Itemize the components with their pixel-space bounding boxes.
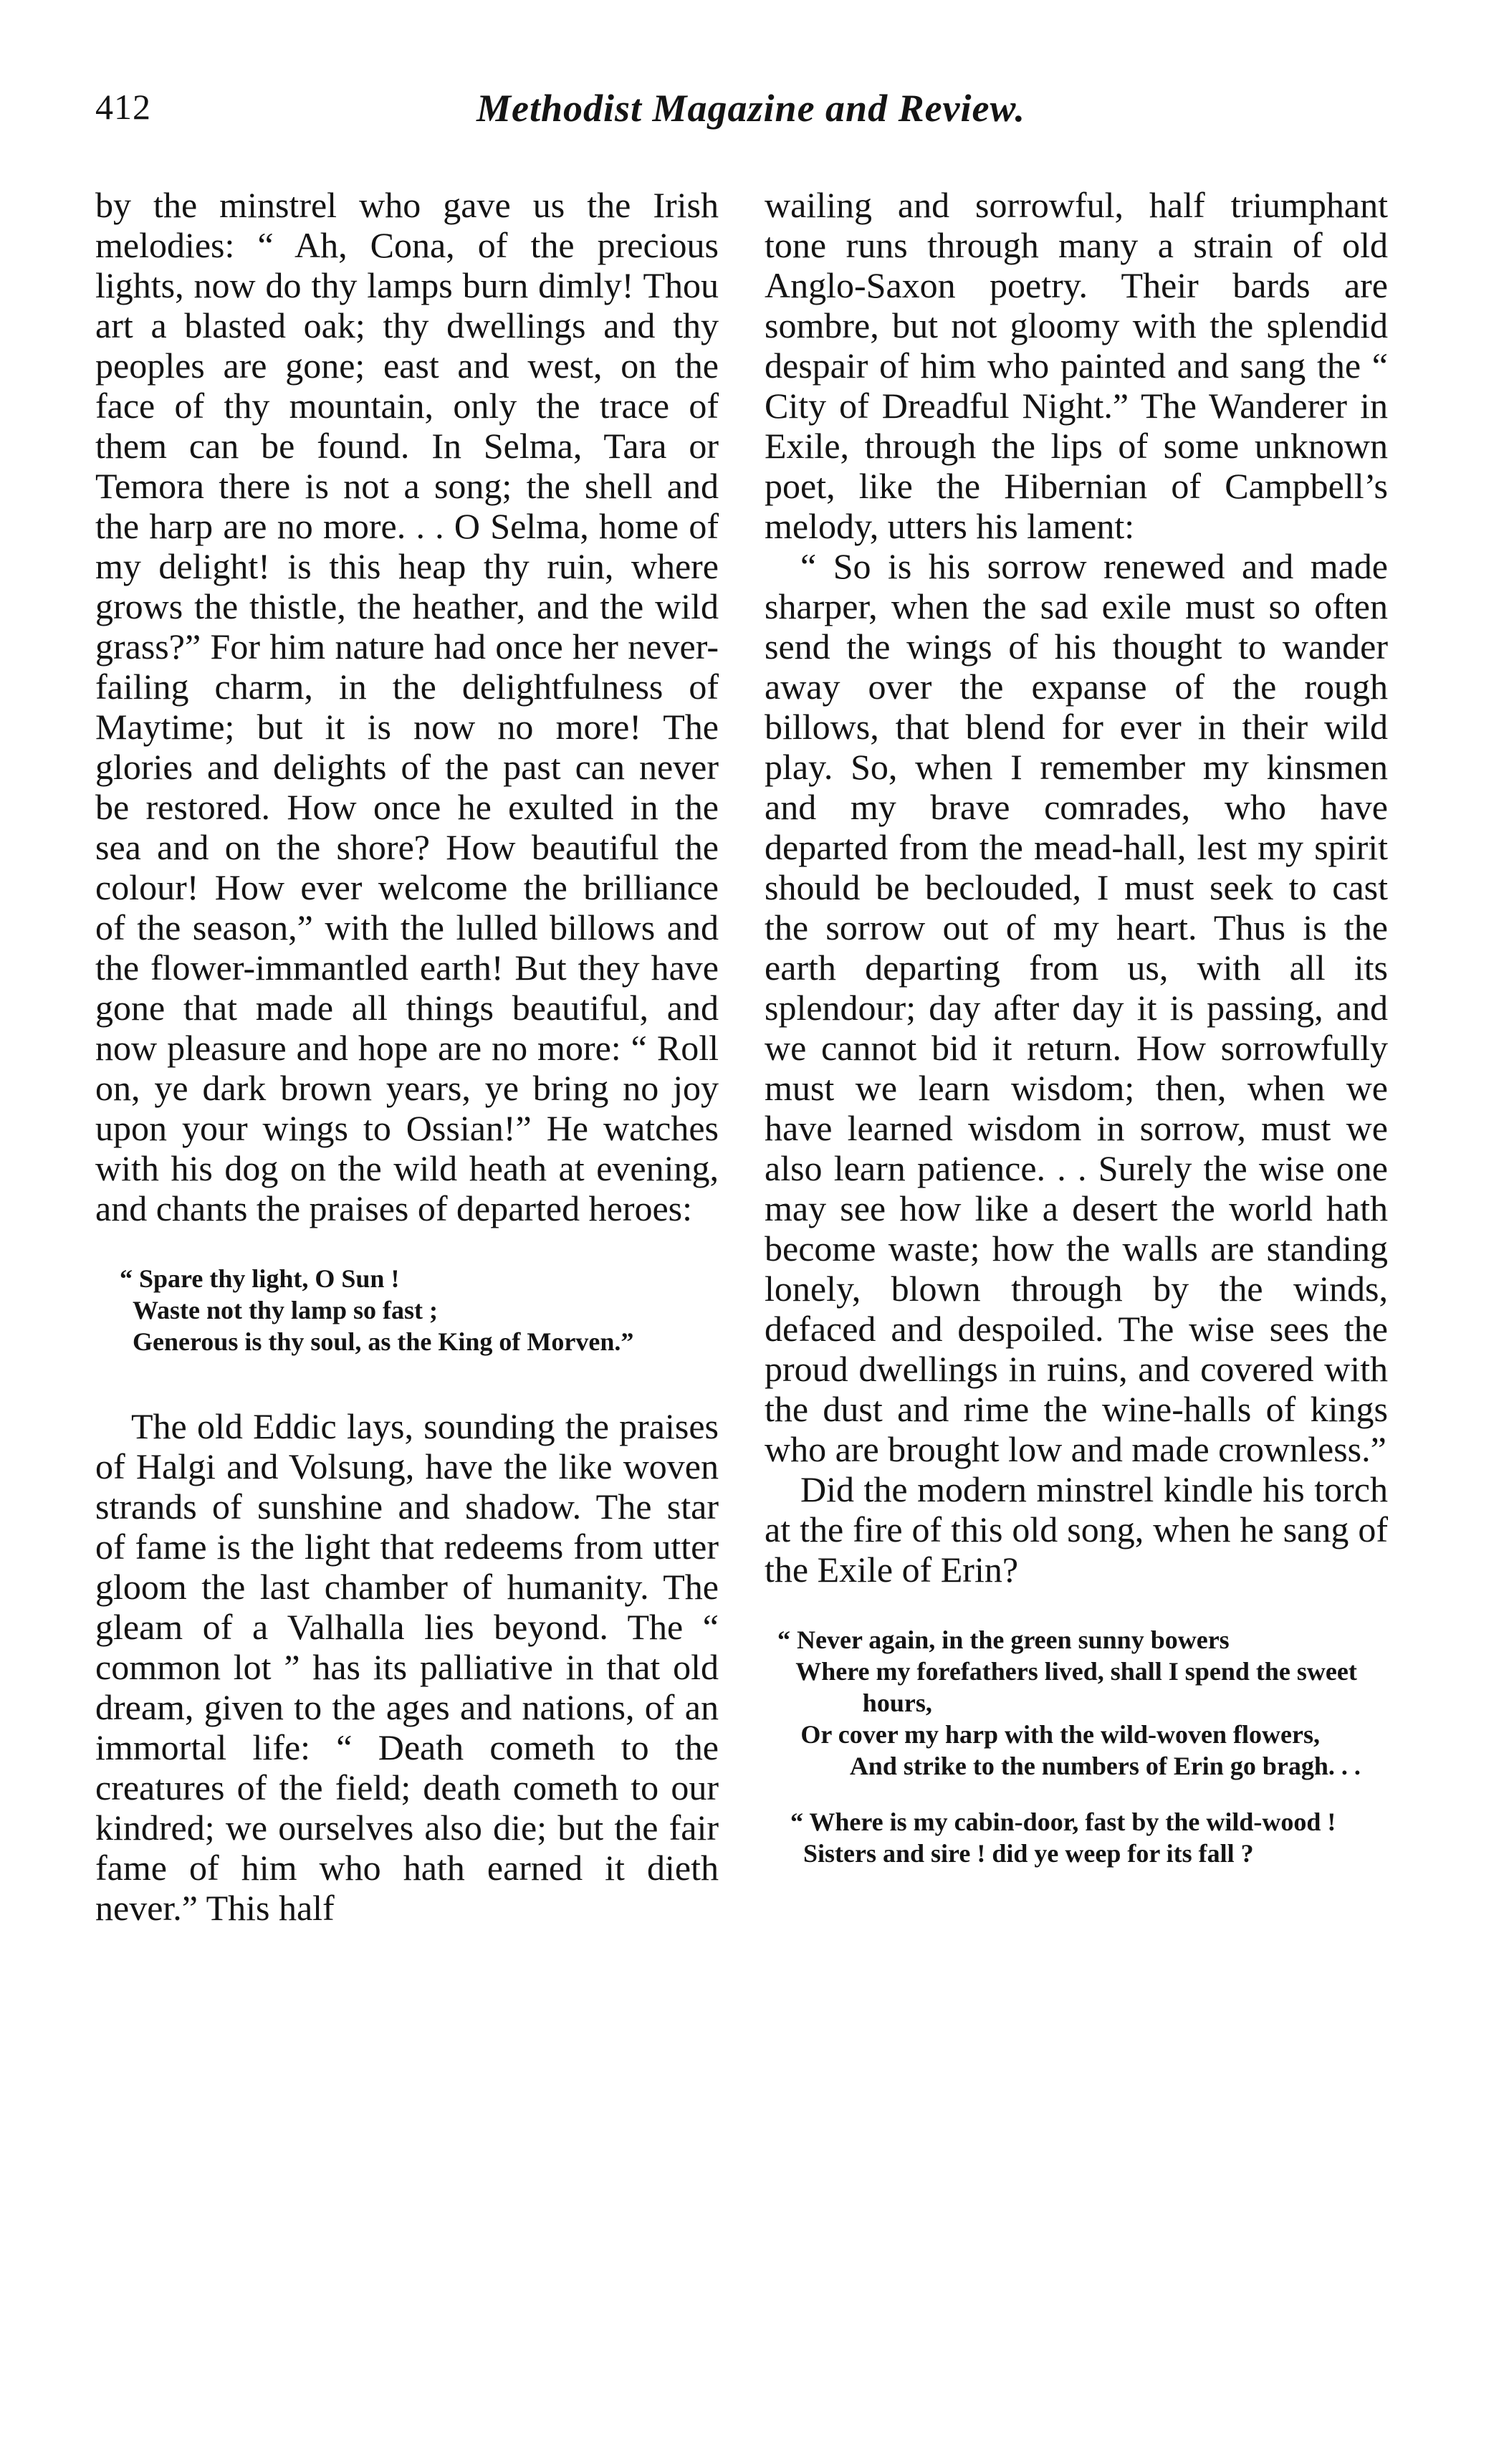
- verse-line: Waste not thy lamp so fast ;: [133, 1296, 439, 1324]
- verse-line: Sisters and sire ! did ye weep for its fall ?: [803, 1839, 1254, 1868]
- running-title: Methodist Magazine and Review.: [476, 87, 1026, 130]
- right-column: [765, 185, 1388, 1869]
- verse-line: And strike to the numbers of Erin go bragh. . .: [849, 1752, 1361, 1780]
- verse-line: “ Where is my cabin-door, fast by the wild-wood !: [790, 1808, 1336, 1836]
- verse-line: “ Spare thy light, O Sun !: [120, 1264, 400, 1293]
- page-number: 412: [95, 87, 151, 127]
- paragraph: by the minstrel who gave us the Irish melodies: “ Ah, Cona, of the precious lights, now do thy lamps burn dimly! Thou art a blasted oak; thy dwellings and thy peoples are gone; east and west, on the face of thy mountain, only the trace of them can be found. In Selma, Tara or Temora there is not a song; the shell and the harp are no more. . . O Selma, home of my delight! is this heap thy ruin, where grows the thistle, the heather, and the wild grass?” For him nature had once her never-failing charm, in the delightfulness of Maytime; but it is now no more! The glories and delights of the past can never be restored. How once he exulted in the sea and on the shore? How beautiful the colour! How ever welcome the brilliance of the season,” with the lulled billows and the flower-immantled earth! But they have gone that made all things beautiful, and now pleasure and hope are no more: “ Roll on, ye dark brown years, ye bring no joy upon your wings to Ossian!” He watches with his dog on the wild heath at evening, and chants the praises of departed heroes:: [95, 185, 719, 1228]
- verse-line: “ Never again, in the green sunny bowers: [777, 1625, 1230, 1654]
- paragraph: The old Eddic lays, sounding the praises of Halgi and Volsung, have the like woven strands of sunshine and shadow. The star of fame is the light that redeems from utter gloom the last chamber of humanity. The gleam of a Valhalla lies beyond. The “ common lot ” has its palliative in that old dream, given to the ages and nations, of an immortal life: “ Death cometh to the creatures of the field; death cometh to our kindred; we ourselves also die; but the fair fame of him who hath earned it dieth never.” This half: [95, 1406, 719, 1928]
- left-column: [95, 185, 719, 1928]
- page-header: [95, 86, 1407, 151]
- verse-quote: [777, 1624, 1388, 1782]
- verse-line: Or cover my harp with the wild-woven flowers,: [800, 1720, 1320, 1749]
- paragraph: wailing and sorrowful, half triumphant tone runs through many a strain of old Anglo-Saxon poetry. Their bards are sombre, but not gloomy with the splendid despair of him who painted and sang the “ City of Dreadful Night.” The Wanderer in Exile, through the lips of some unknown poet, like the Hibernian of Campbell’s melody, utters his lament:: [765, 185, 1388, 546]
- verse-quote: [120, 1263, 719, 1357]
- paragraph: Did the modern minstrel kindle his torch at the fire of this old song, when he sang of the Exile of Erin?: [765, 1469, 1388, 1590]
- verse-line: Generous is thy soul, as the King of Morven.”: [133, 1327, 634, 1356]
- verse-quote: [777, 1806, 1388, 1869]
- paragraph: “ So is his sorrow renewed and made sharper, when the sad exile must so often send the wings of his thought to wander away over the expanse of the rough billows, that blend for ever in their wild play. So, when I remember my kinsmen and my brave comrades, who have departed from the mead-hall, lest my spirit should be beclouded, I must seek to cast the sorrow out of my heart. Thus is the earth departing from us, with all its splendour; day after day it is passing, and we cannot bid it return. How sorrowfully must we learn wisdom; then, when we have learned wisdom in sorrow, must we also learn patience. . . Surely the wise one may see how like a desert the world hath become waste; how the walls are standing lonely, blown through by the winds, defaced and despoiled. The wise sees the proud dwellings in ruins, and covered with the dust and rime the wine-halls of kings who are brought low and made crownless.”: [765, 546, 1388, 1469]
- verse-line: Where my forefathers lived, shall I spend the sweet hours,: [795, 1657, 1357, 1717]
